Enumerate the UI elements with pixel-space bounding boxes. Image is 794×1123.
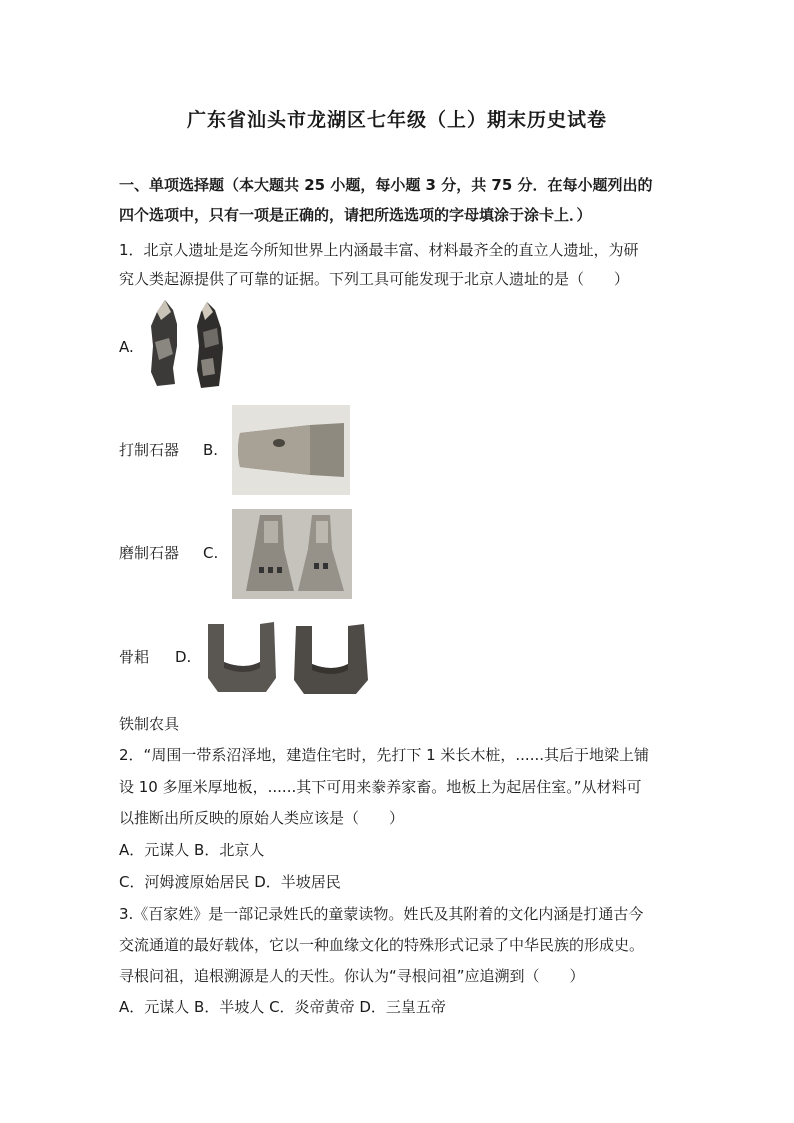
question-2-line-3: 以推断出所反映的原始人类应该是（ ）	[119, 809, 405, 827]
option-a-letter: A.	[119, 338, 134, 356]
option-d-image-iron-farm-tools	[204, 618, 374, 696]
section-heading-line-2: 四个选项中，只有一项是正确的，请把所选选项的字母填涂于涂卡上．）	[119, 206, 592, 224]
question-3-line-1: 3.《百家姓》是一部记录姓氏的童蒙读物。姓氏及其附着的文化内涵是打通古今	[119, 905, 644, 923]
question-1-line-2: 究人类起源提供了可靠的证据。下列工具可能发现于北京人遗址的是（ ）	[119, 270, 630, 288]
option-a-image-chipped-stone-tools	[147, 298, 237, 390]
question-3-line-3: 寻根问祖，追根溯源是人的天性。你认为“寻根问祖”应追溯到（ ）	[119, 967, 585, 985]
question-2-options-line-1: A．元谋人 B．北京人	[119, 841, 265, 859]
option-d-caption: 铁制农具	[119, 715, 180, 733]
exam-title: 广东省汕头市龙湖区七年级（上）期末历史试卷	[186, 109, 607, 131]
option-d-letter: D.	[175, 648, 192, 666]
question-3-line-2: 交流通道的最好载体，它以一种血缘文化的特殊形式记录了中华民族的形成史。	[119, 936, 645, 954]
option-b-letter: B.	[203, 441, 219, 459]
question-2-line-2: 设 10 多厘米厚地板，......其下可用来豢养家畜。地板上为起居住室。”从材料可	[119, 778, 642, 796]
section-heading-line-1: 一、单项选择题（本大题共 25 小题，每小题 3 分，共 75 分．在每小题列出的	[119, 176, 653, 194]
question-1-line-1: 1．北京人遗址是迄今所知世界上内涵最丰富、材料最齐全的直立人遗址，为研	[119, 241, 639, 259]
option-b-image-polished-stone-tool	[232, 405, 350, 495]
option-b-caption: 磨制石器	[119, 544, 180, 562]
question-2-line-1: 2．“周围一带系沼泽地，建造住宅时，先打下 1 米长木桩，......其后于地梁上铺	[119, 746, 650, 764]
question-2-options-line-2: C．河姆渡原始居民 D．半坡居民	[119, 873, 341, 891]
option-a-caption: 打制石器	[119, 441, 180, 459]
question-3-options: A．元谋人 B．半坡人 C．炎帝黄帝 D．三皇五帝	[119, 998, 446, 1016]
option-c-image-bone-spade	[232, 509, 352, 599]
option-c-caption: 骨耜	[119, 648, 150, 666]
option-c-letter: C.	[203, 544, 219, 562]
